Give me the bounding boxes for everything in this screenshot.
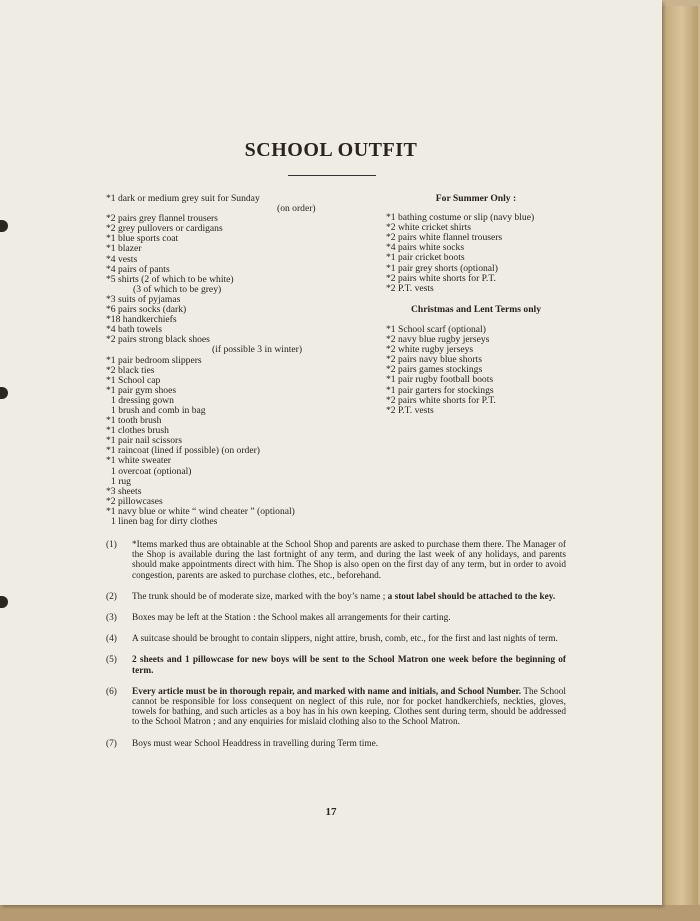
list-item: 1 rug <box>111 475 131 487</box>
list-item: 1 brush and comb in bag <box>111 404 206 416</box>
note-text: The School cannot be responsible for loss consequent on neglect of this rule, nor for pocket handkerchiefs, neckties, gloves, towels for bathing, and such articles as a boy has in his own keeping. Clothes sent during term, should be addressed to the School Matron ; and any enquiries for mislaid clothing also to the School Matron. <box>132 686 566 728</box>
note-text: Boxes may be left at the Station : the School makes all arrangements for their carting. <box>132 613 451 624</box>
list-item: *2 pairs white shorts for P.T. <box>386 394 496 406</box>
note-item <box>106 613 566 623</box>
list-item: 1 overcoat (optional) <box>111 465 192 477</box>
note-text-wrap <box>132 592 566 602</box>
list-item: *1 pair cricket boots <box>386 252 465 264</box>
list-item: *1 pair nail scissors <box>106 435 182 447</box>
list-item: *2 P.T. vests <box>386 404 434 416</box>
note-text-wrap <box>132 687 566 728</box>
list-item: *1 pair grey shorts (optional) <box>386 262 498 274</box>
note-item <box>106 634 566 644</box>
list-item: *1 blue sports coat <box>106 233 179 245</box>
note-number: (1) <box>106 540 117 550</box>
list-item: *1 tooth brush <box>106 415 162 427</box>
summer-heading: For Summer Only : <box>435 193 517 204</box>
list-item: *1 School cap <box>106 374 161 386</box>
binder-hole <box>0 596 8 608</box>
list-item: *1 pair bedroom slippers <box>106 354 202 366</box>
list-item: *2 navy blue rugby jerseys <box>386 334 490 346</box>
list-item: *1 blazer <box>106 243 142 255</box>
list-item: 1 linen bag for dirty clothes <box>111 516 218 527</box>
list-item: *1 pair gym shoes <box>106 384 177 396</box>
note-number: (5) <box>106 655 117 666</box>
list-item: *1 dark or medium grey suit for Sunday <box>106 193 260 204</box>
binder-hole <box>0 220 8 232</box>
list-item-note: (on order) <box>277 203 316 215</box>
list-item: *1 clothes brush <box>106 425 169 437</box>
note-text: *Items marked thus are obtainable at the School Shop and parents are asked to purchase them there. The Manager of the Shop is available during the last fortnight of any term, and during the last week of any holidays, and parents should make appointments direct with him. The Shop is also open on the first day of any term, but in order to avoid congestion, parents are asked to purchase clothes, etc., beforehand. <box>132 540 566 581</box>
note-number: (2) <box>106 591 117 602</box>
list-item: *2 pairs grey flannel trousers <box>106 213 218 225</box>
list-item: *18 handkerchiefs <box>106 314 177 326</box>
note-number: (3) <box>106 613 117 624</box>
list-item: *2 P.T. vests <box>386 282 434 294</box>
list-item: *1 raincoat (lined if possible) (on order) <box>106 445 260 457</box>
list-item: *4 pairs white socks <box>386 242 465 254</box>
list-item: *1 pair rugby football boots <box>386 374 494 386</box>
list-item: *3 sheets <box>106 485 142 497</box>
list-item: 1 dressing gown <box>111 394 174 406</box>
list-item: *2 grey pullovers or cardigans <box>106 223 223 235</box>
list-item: *2 pairs white shorts for P.T. <box>386 272 496 284</box>
note-bold-text: Every article must be in thorough repair, and marked with name and initials, and School Number. <box>132 686 522 697</box>
list-item: *2 pairs white flannel trousers <box>386 232 503 244</box>
list-item: *1 navy blue or white “ wind cheater ” (optional) <box>106 505 295 517</box>
page-number: 17 <box>325 806 337 818</box>
note-bold-text: a stout label should be attached to the key. <box>387 591 556 602</box>
note-text: Boys must wear School Headdress in travelling during Term time. <box>132 738 379 749</box>
list-item: *2 black ties <box>106 364 155 376</box>
notes-section <box>106 540 566 760</box>
general-outfit-list <box>106 194 346 527</box>
note-number: (4) <box>106 634 117 645</box>
list-item: *4 bath towels <box>106 324 162 336</box>
list-item: *2 white rugby jerseys <box>386 344 474 356</box>
note-item <box>106 739 566 749</box>
list-item: *1 white sweater <box>106 455 172 467</box>
note-bold-text: 2 sheets and 1 pillowcase for new boys will be sent to the School Matron one week before the beginning of term. <box>132 655 566 676</box>
list-item: *6 pairs socks (dark) <box>106 304 187 316</box>
list-item: *1 School scarf (optional) <box>386 323 486 335</box>
list-item: *3 suits of pyjamas <box>106 293 181 305</box>
list-item: *5 shirts (2 of which to be white) <box>106 273 234 285</box>
list-item: *2 pairs navy blue shorts <box>386 354 482 366</box>
note-item <box>106 687 566 728</box>
note-item <box>106 592 566 602</box>
list-item: *2 pairs games stockings <box>386 364 483 376</box>
list-item: *4 vests <box>106 253 138 265</box>
list-item: *4 pairs of pants <box>106 263 170 275</box>
list-item-note: (3 of which to be grey) <box>133 283 222 295</box>
list-item: *2 pairs strong black shoes <box>106 334 210 346</box>
note-number: (6) <box>106 686 117 697</box>
list-item: *2 white cricket shirts <box>386 222 471 234</box>
page-bottom-edge <box>0 905 700 921</box>
list-item-note: (if possible 3 in winter) <box>212 344 303 356</box>
binder-hole <box>0 387 8 399</box>
list-item: *2 pillowcases <box>106 495 163 507</box>
list-item: *1 pair garters for stockings <box>386 384 494 396</box>
note-number: (7) <box>106 738 117 749</box>
christmas-lent-heading: Christmas and Lent Terms only <box>410 303 542 315</box>
page-edge <box>662 6 698 916</box>
note-text: The trunk should be of moderate size, marked with the boy’s name ; <box>132 591 386 602</box>
page-title: SCHOOL OUTFIT <box>244 139 418 161</box>
list-item: *1 bathing costume or slip (navy blue) <box>386 212 535 224</box>
note-text: A suitcase should be brought to contain slippers, night attire, brush, comb, etc., for the first and last nights of term. <box>132 634 558 645</box>
title-underline <box>288 175 376 176</box>
note-item <box>106 540 566 581</box>
seasonal-outfit-lists <box>386 194 596 416</box>
note-item <box>106 655 566 675</box>
